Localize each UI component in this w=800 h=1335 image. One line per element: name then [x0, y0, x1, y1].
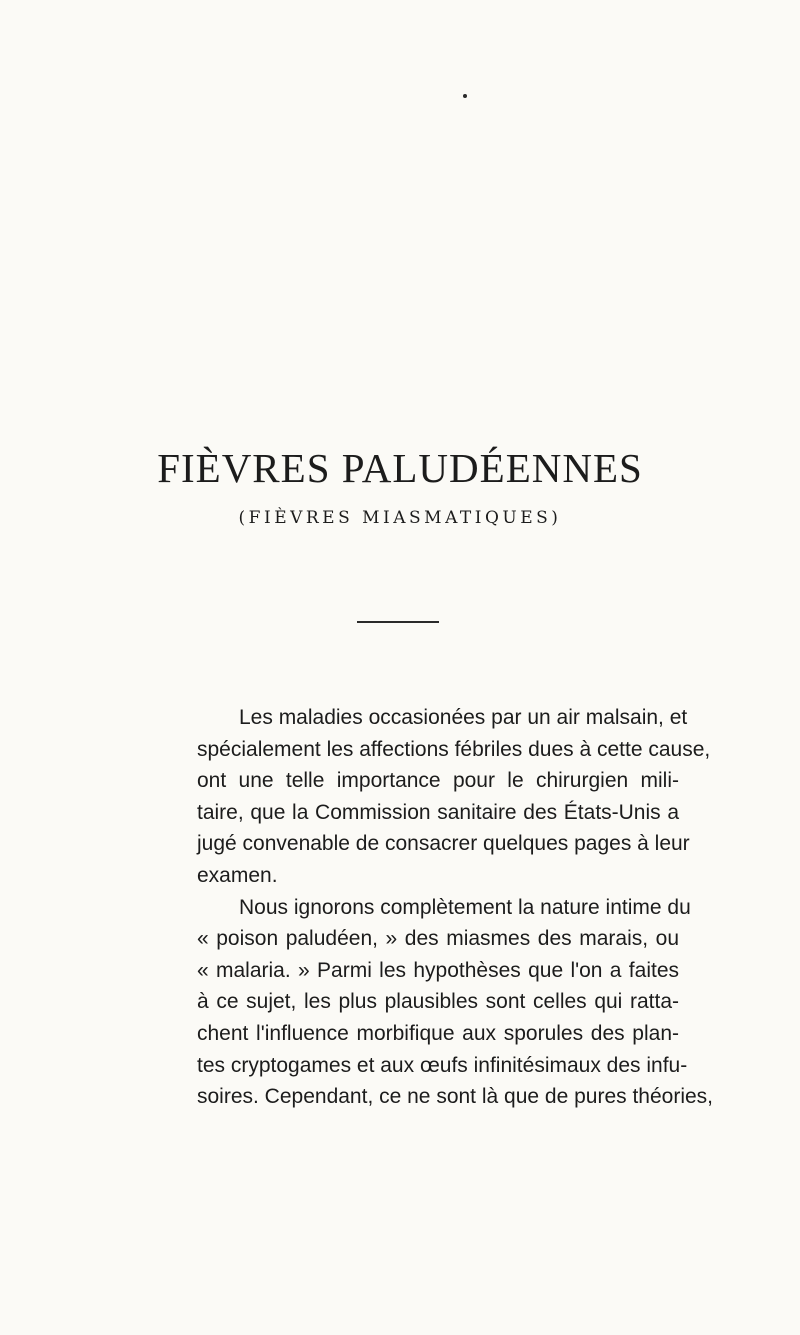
section-divider — [357, 621, 439, 623]
text-line: jugé convenable de consacrer quelques pages à leur — [197, 832, 690, 856]
ink-speck — [463, 94, 467, 98]
text-line: Nous ignorons complètement la nature intime du — [239, 895, 691, 919]
body-text — [197, 702, 713, 1113]
text-line: tes cryptogames et aux œufs infinitésimaux des infu- — [197, 1053, 688, 1077]
text-line: « malaria. » Parmi les hypothèses que l'on a faites — [197, 958, 679, 982]
text-line: « poison paludéen, » des miasmes des marais, ou — [197, 927, 679, 951]
text-line: ont une telle importance pour le chirurgien mili- — [197, 769, 679, 793]
text-line: spécialement les affections fébriles dues à cette cause, — [197, 737, 711, 761]
chapter-title: FIÈVRES PALUDÉENNES — [157, 445, 643, 491]
text-line: taire, que la Commission sanitaire des États-Unis a — [197, 800, 679, 824]
text-line: examen. — [197, 863, 278, 887]
text-line: chent l'influence morbifique aux sporules des plan- — [197, 1021, 679, 1045]
chapter-subtitle: (FIÈVRES MIASMATIQUES) — [238, 508, 562, 528]
text-line: à ce sujet, les plus plausibles sont celles qui ratta- — [197, 990, 679, 1014]
text-line: soires. Cependant, ce ne sont là que de pures théories, — [197, 1085, 713, 1109]
text-line: Les maladies occasionées par un air malsain, et — [239, 706, 688, 729]
